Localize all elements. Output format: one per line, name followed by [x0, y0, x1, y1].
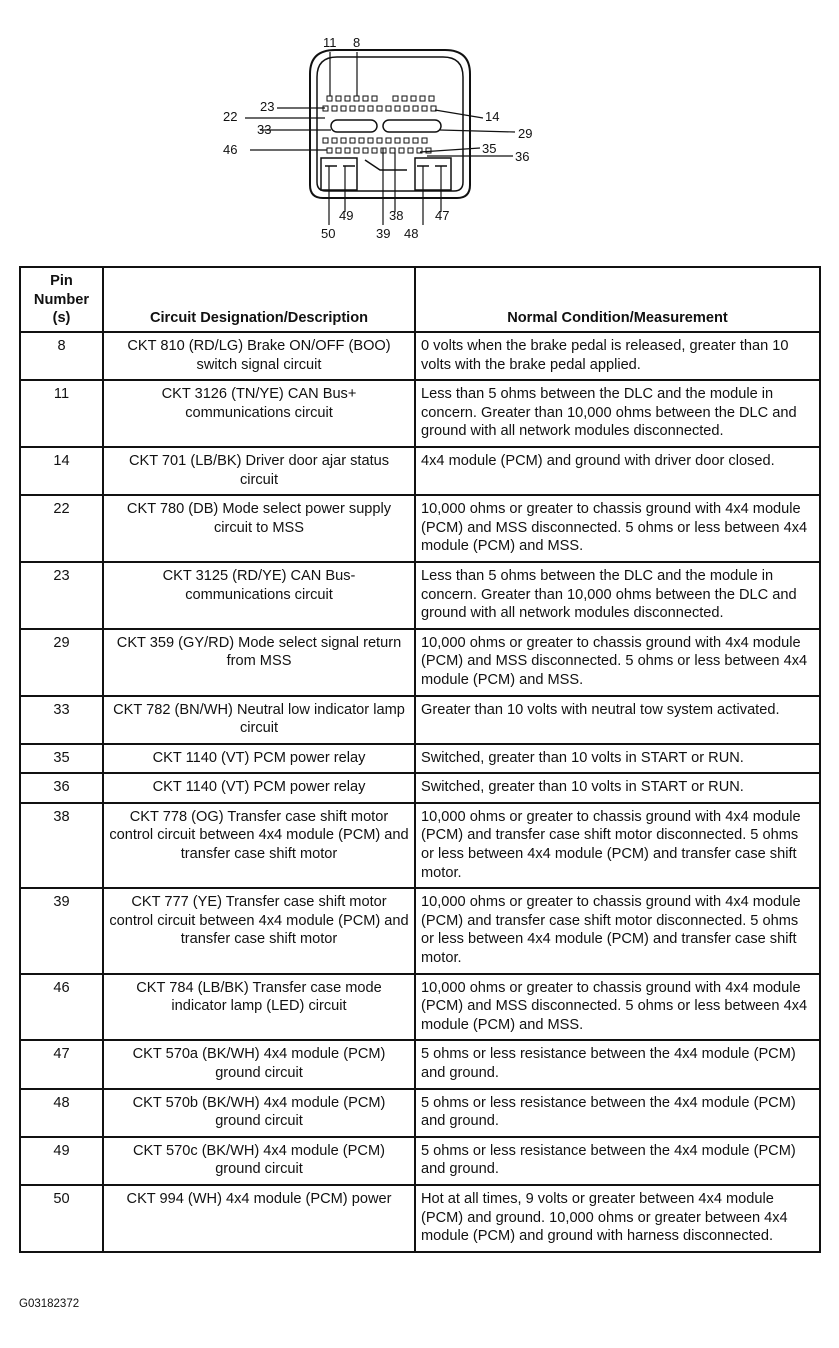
header-pin-number: Pin Number (s): [20, 267, 103, 332]
meas-cell: Hot at all times, 9 volts or greater between 4x4 module (PCM) and ground. 10,000 ohms or greater between 4x4 module (PCM) and ground with harness disconnected.: [415, 1185, 820, 1252]
pin-cell: 8: [20, 332, 103, 380]
pin-label: 29: [518, 126, 533, 141]
pin-cell: 33: [20, 696, 103, 744]
pin-label: 38: [389, 208, 404, 223]
meas-cell: 5 ohms or less resistance between the 4x4 module (PCM) and ground.: [415, 1137, 820, 1185]
header-circuit-description: Circuit Designation/Description: [103, 267, 415, 332]
pin-row-2: [323, 106, 436, 111]
figure-id: G03182372: [19, 1298, 80, 1310]
power-cavities: [321, 158, 451, 190]
pin-label: 8: [353, 35, 361, 50]
pin-row-4: [327, 148, 431, 153]
desc-cell: CKT 570a (BK/WH) 4x4 module (PCM) ground circuit: [103, 1040, 415, 1088]
table-row: [20, 629, 820, 696]
pin-label: 36: [515, 149, 530, 164]
pin-label: 23: [260, 99, 275, 114]
pin-cell: 29: [20, 629, 103, 696]
connector-diagram: [215, 30, 555, 245]
desc-cell: CKT 782 (BN/WH) Neutral low indicator lamp circuit: [103, 696, 415, 744]
meas-cell: Less than 5 ohms between the DLC and the module in concern. Greater than 10,000 ohms between the DLC and ground with all network modules disconnected.: [415, 380, 820, 447]
pin-cell: 14: [20, 447, 103, 495]
pin-cell: 38: [20, 803, 103, 888]
pin-label: 11: [323, 35, 337, 50]
pin-label: 50: [321, 226, 336, 241]
table-row: [20, 696, 820, 744]
desc-cell: CKT 3125 (RD/YE) CAN Bus- communications circuit: [103, 562, 415, 629]
pin-label: 46: [223, 142, 238, 157]
pin-label: 22: [223, 109, 238, 124]
pin-cell: 36: [20, 773, 103, 803]
meas-cell: Greater than 10 volts with neutral tow system activated.: [415, 696, 820, 744]
desc-cell: CKT 994 (WH) 4x4 module (PCM) power: [103, 1185, 415, 1252]
desc-cell: CKT 359 (GY/RD) Mode select signal return from MSS: [103, 629, 415, 696]
pin-row-1: [327, 96, 434, 101]
pin-label: 39: [376, 226, 391, 241]
pin-cell: 47: [20, 1040, 103, 1088]
pin-cell: 35: [20, 744, 103, 774]
table-row: [20, 380, 820, 447]
table-row: [20, 888, 820, 973]
table-row: [20, 332, 820, 380]
desc-cell: CKT 778 (OG) Transfer case shift motor control circuit between 4x4 module (PCM) and transfer case shift motor: [103, 803, 415, 888]
table-row: [20, 974, 820, 1041]
pin-cell: 46: [20, 974, 103, 1041]
meas-cell: Switched, greater than 10 volts in START or RUN.: [415, 744, 820, 774]
pin-label: 14: [485, 109, 500, 124]
pin-row-3: [323, 138, 427, 143]
slot-right: [383, 120, 441, 132]
desc-cell: CKT 1140 (VT) PCM power relay: [103, 773, 415, 803]
desc-cell: CKT 777 (YE) Transfer case shift motor control circuit between 4x4 module (PCM) and transfer case shift motor: [103, 888, 415, 973]
meas-cell: 10,000 ohms or greater to chassis ground with 4x4 module (PCM) and MSS disconnected. 5 ohms or less between 4x4 module (PCM) and MSS.: [415, 974, 820, 1041]
pin-cell: 11: [20, 380, 103, 447]
header-measurement: Normal Condition/Measurement: [415, 267, 820, 332]
pin-cell: 39: [20, 888, 103, 973]
meas-cell: 5 ohms or less resistance between the 4x4 module (PCM) and ground.: [415, 1040, 820, 1088]
meas-cell: Switched, greater than 10 volts in START or RUN.: [415, 773, 820, 803]
desc-cell: CKT 810 (RD/LG) Brake ON/OFF (BOO) switch signal circuit: [103, 332, 415, 380]
pin-label: 33: [257, 122, 272, 137]
pin-cell: 50: [20, 1185, 103, 1252]
desc-cell: CKT 570b (BK/WH) 4x4 module (PCM) ground circuit: [103, 1089, 415, 1137]
pin-cell: 22: [20, 495, 103, 562]
pin-cell: 49: [20, 1137, 103, 1185]
table-row: [20, 773, 820, 803]
table-body: [20, 332, 820, 1252]
table-header-row: [20, 267, 820, 332]
meas-cell: 5 ohms or less resistance between the 4x4 module (PCM) and ground.: [415, 1089, 820, 1137]
table-row: [20, 803, 820, 888]
meas-cell: 10,000 ohms or greater to chassis ground with 4x4 module (PCM) and transfer case shift motor disconnected. 5 ohms or less between 4x4 module (PCM) and transfer case shift motor.: [415, 888, 820, 973]
meas-cell: Less than 5 ohms between the DLC and the module in concern. Greater than 10,000 ohms between the DLC and ground with all network modules disconnected.: [415, 562, 820, 629]
table-row: [20, 744, 820, 774]
table-row: [20, 1185, 820, 1252]
meas-cell: 10,000 ohms or greater to chassis ground with 4x4 module (PCM) and MSS disconnected. 5 ohms or less between 4x4 module (PCM) and MSS.: [415, 629, 820, 696]
pin-label: 48: [404, 226, 419, 241]
meas-cell: 4x4 module (PCM) and ground with driver door closed.: [415, 447, 820, 495]
meas-cell: 0 volts when the brake pedal is released, greater than 10 volts with the brake pedal applied.: [415, 332, 820, 380]
slot-left: [331, 120, 377, 132]
pin-table: [19, 266, 821, 1253]
table-row: [20, 562, 820, 629]
pin-label: 49: [339, 208, 354, 223]
meas-cell: 10,000 ohms or greater to chassis ground with 4x4 module (PCM) and transfer case shift motor disconnected. 5 ohms or less between 4x4 module (PCM) and transfer case shift motor.: [415, 803, 820, 888]
desc-cell: CKT 780 (DB) Mode select power supply circuit to MSS: [103, 495, 415, 562]
desc-cell: CKT 784 (LB/BK) Transfer case mode indicator lamp (LED) circuit: [103, 974, 415, 1041]
desc-cell: CKT 701 (LB/BK) Driver door ajar status circuit: [103, 447, 415, 495]
connector-housing: [310, 50, 470, 198]
pin-cell: 48: [20, 1089, 103, 1137]
meas-cell: 10,000 ohms or greater to chassis ground with 4x4 module (PCM) and MSS disconnected. 5 ohms or less between 4x4 module (PCM) and MSS.: [415, 495, 820, 562]
desc-cell: CKT 3126 (TN/YE) CAN Bus+ communications circuit: [103, 380, 415, 447]
pin-label: 35: [482, 141, 497, 156]
table-row: [20, 1089, 820, 1137]
pin-label: 47: [435, 208, 450, 223]
desc-cell: CKT 1140 (VT) PCM power relay: [103, 744, 415, 774]
table-row: [20, 447, 820, 495]
table-row: [20, 495, 820, 562]
table-row: [20, 1137, 820, 1185]
desc-cell: CKT 570c (BK/WH) 4x4 module (PCM) ground circuit: [103, 1137, 415, 1185]
pin-cell: 23: [20, 562, 103, 629]
table-row: [20, 1040, 820, 1088]
